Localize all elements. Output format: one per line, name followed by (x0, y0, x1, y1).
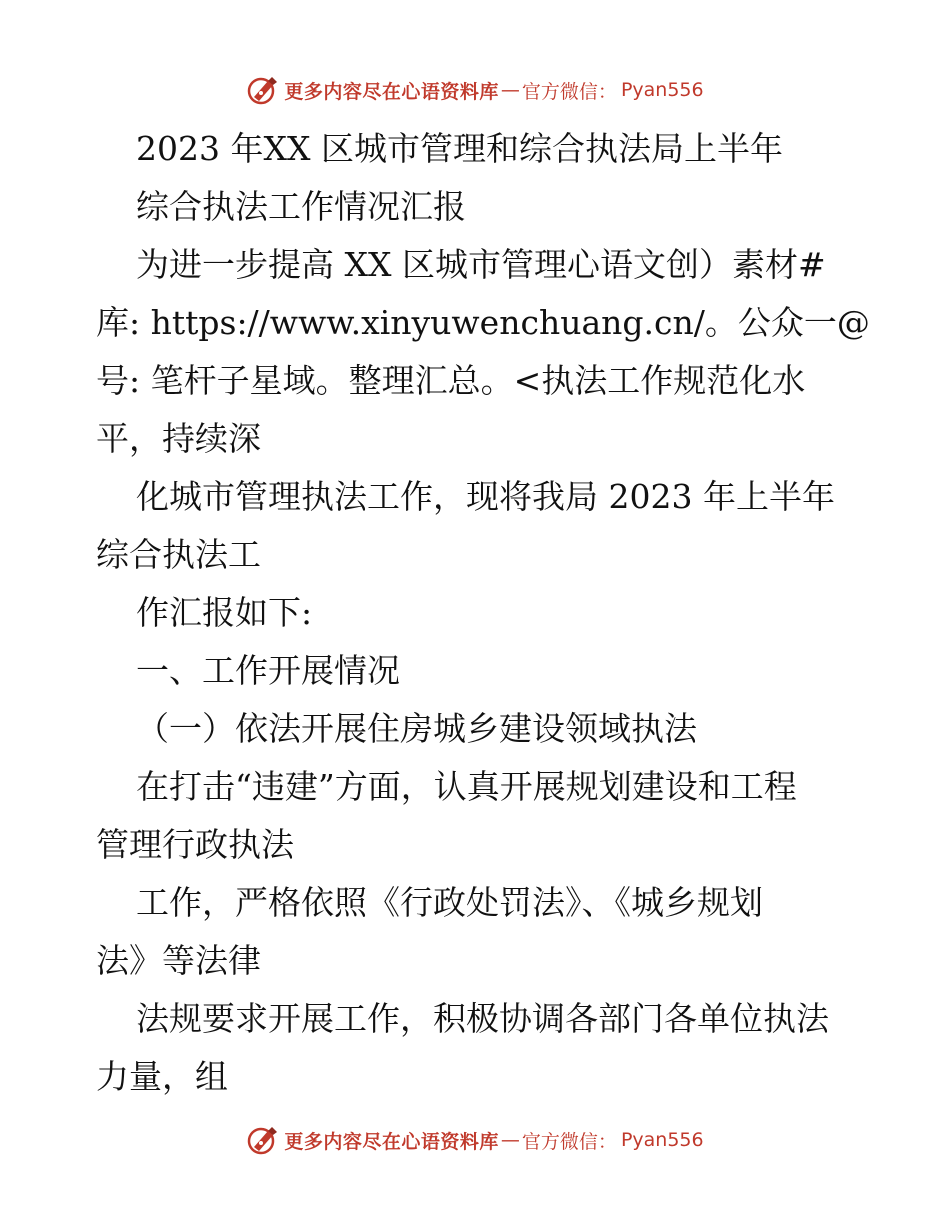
pen-nib-logo-icon (246, 1123, 280, 1157)
document-line: 力量，组 (96, 1057, 228, 1096)
banner-wechat-id: Pyan556 (620, 79, 704, 101)
document-line: 号: 笔杆子星域。整理汇总。<执法工作规范化水 (96, 361, 806, 400)
document-line: 在打击“违建”方面，认真开展规划建设和工程 (136, 767, 797, 806)
document-line: 库: https://www.xinyuwenchuang.cn/。公众一@ (96, 303, 870, 342)
banner-main-text: 更多内容尽在心语资料库 (284, 80, 499, 103)
document-line: 法规要求开展工作，积极协调各部门各单位执法 (136, 999, 829, 1038)
document-line: 综合执法工 (96, 535, 261, 574)
footer-wechat-label: 官方微信： (521, 1130, 617, 1153)
header-banner (0, 70, 950, 110)
document-line: 为进一步提高 XX 区城市管理心语文创）素材# (136, 245, 826, 284)
document-line: 2023 年XX 区城市管理和综合执法局上半年 (136, 129, 783, 168)
document-line: （一）依法开展住房城乡建设领域执法 (136, 709, 697, 748)
banner-wechat-label: 官方微信： (521, 80, 617, 103)
document-line: 管理行政执法 (96, 825, 294, 864)
footer-wechat-id: Pyan556 (620, 1129, 704, 1151)
document-body (96, 120, 870, 1106)
document-line: 法》等法律 (96, 941, 261, 980)
document-line: 作汇报如下: (136, 593, 313, 632)
banner-dash: — (500, 79, 520, 101)
pen-nib-logo-icon (246, 73, 280, 107)
footer-main-text: 更多内容尽在心语资料库 (284, 1130, 499, 1153)
document-line: 化城市管理执法工作，现将我局 2023 年上半年 (136, 477, 835, 516)
footer-dash: — (500, 1129, 520, 1151)
document-line: 平，持续深 (96, 419, 261, 458)
document-line: 工作，严格依照《行政处罚法》、《城乡规划 (136, 883, 763, 922)
document-line: 一、工作开展情况 (136, 651, 400, 690)
footer-banner (0, 1120, 950, 1160)
document-line: 综合执法工作情况汇报 (136, 187, 466, 226)
